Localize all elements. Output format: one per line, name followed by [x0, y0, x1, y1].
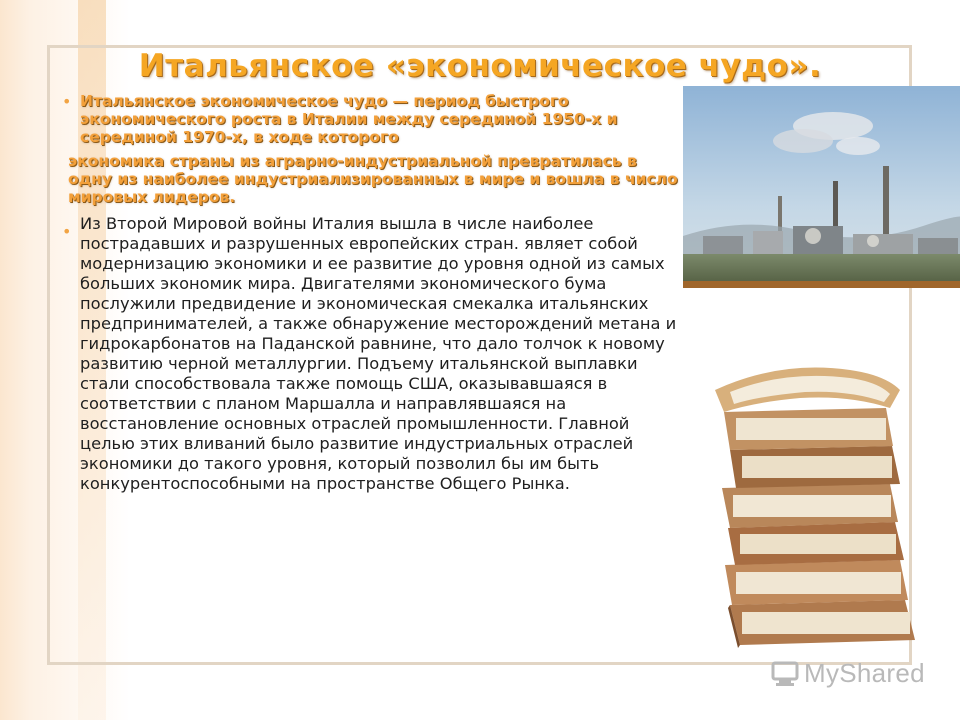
industrial-plant-photo [683, 86, 960, 288]
slide-title: Итальянское «экономическое чудо». [138, 48, 822, 84]
watermark-text: MyShared [804, 657, 925, 688]
bullet-2-text: Из Второй Мировой войны Италия вышла в числе наиболее пострадавших и разрушенных европейских стран. являет собой модернизацию экономики и ее развитие до уровня одной из самых больших экономик мира. Двигателями экономического бума послужили предвидение и экономическая смекалка итальянских предпринимателей, а также обнаружение месторождений метана и гидрокарбонатов на Паданской равнине, что дало толчок к новому развитию черной металлургии. Подъему итальянской выплавки стали способствовала также помощь США, оказывавшаяся в соответствии с планом Маршалла и направлявшаяся на восстановление основных отраслей промышленности. Главной целью этих вливаний было развитие индустриальных отраслей экономики до такого уровня, который позволил бы им быть конкурентоспособными на пространстве Общего Рынка. [80, 214, 677, 493]
slide-content [40, 92, 680, 494]
bullet-1-text-b: экономика страны из аграрно-индустриальной превратилась в одну из наиболее индустриализированных в мире и вошла в число мировых лидеров. [68, 152, 678, 206]
watermark [770, 657, 925, 689]
bullet-item-2 [40, 214, 680, 494]
bullet-marker: • [62, 92, 72, 111]
bullet-marker: • [62, 222, 72, 241]
myshared-logo-icon [770, 659, 800, 687]
bullet-1-text-a: Итальянское экономическое чудо — период быстрого экономического роста в Италии между серединой 1950-х и серединой 1970-х, в ходе которого [80, 92, 618, 146]
bullet-item-1 [40, 92, 680, 206]
stacked-books-illustration [700, 350, 940, 650]
